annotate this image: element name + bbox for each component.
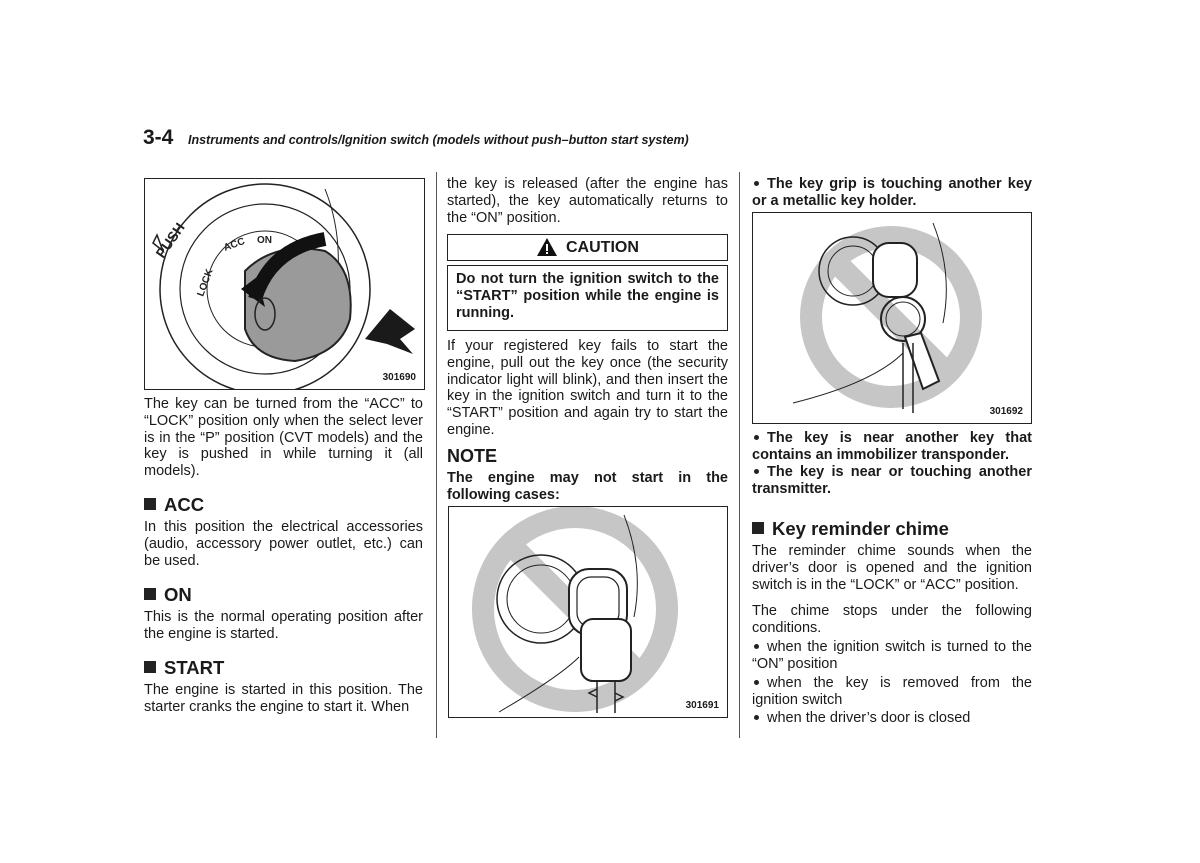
- figure-extra-key: [448, 506, 728, 718]
- figure-code: 301691: [685, 700, 719, 711]
- figure-metal-holder: [752, 212, 1032, 424]
- bullet-dot-icon: [754, 435, 759, 440]
- figure-code: 301690: [382, 372, 416, 383]
- paragraph-on: This is the normal operating position after the engine is started.: [144, 609, 423, 642]
- paragraph-chime-stops: The chime stops under the following conditions.: [752, 603, 1032, 636]
- page-header: [143, 126, 1032, 152]
- svg-text:LOCK: LOCK: [195, 267, 216, 299]
- page-number: 3-4: [143, 126, 174, 149]
- prohibited-key-with-extra-key-illustration: [449, 507, 727, 717]
- svg-text:ON: ON: [257, 235, 272, 246]
- bullet-chime-removed: [752, 675, 1032, 709]
- heading-acc-label: ACC: [164, 494, 205, 515]
- bullet-transmitter-text: The key is near or touching another transmitter.: [752, 464, 1032, 497]
- heading-square-icon: [144, 661, 156, 673]
- bullet-chime-door-text: when the driver’s door is closed: [767, 710, 971, 726]
- bullet-chime-on: [752, 639, 1032, 673]
- bullet-transmitter: [752, 464, 1032, 498]
- paragraph-start: The engine is started in this position. The starter cranks the engine to start it. When: [144, 682, 423, 715]
- caution-text: Do not turn the ignition switch to the “START” position while the engine is running.: [447, 265, 728, 331]
- bullet-key-grip: [752, 176, 1032, 210]
- bullet-transponder-text: The key is near another key that contains an immobilizer transponder.: [752, 430, 1032, 463]
- caution-header: [447, 234, 728, 261]
- bullet-chime-removed-text: when the key is removed from the ignition switch: [752, 675, 1032, 708]
- heading-on-label: ON: [164, 584, 192, 605]
- caution-title: CAUTION: [566, 239, 639, 256]
- warning-triangle-icon: [536, 237, 558, 257]
- bullet-chime-door: [752, 710, 1032, 727]
- heading-start-label: START: [164, 657, 225, 678]
- svg-text:ACC: ACC: [222, 236, 247, 254]
- bullet-dot-icon: [754, 644, 759, 649]
- bullet-transponder: [752, 430, 1032, 464]
- figure-ignition-switch: [144, 178, 425, 390]
- paragraph-continued: the key is released (after the engine has started), the key automatically returns to the “ON” position.: [447, 176, 728, 226]
- heading-on: [144, 584, 192, 606]
- column-divider: [436, 172, 437, 738]
- heading-acc: [144, 494, 204, 516]
- heading-square-icon: [752, 522, 764, 534]
- bullet-dot-icon: [754, 680, 759, 685]
- paragraph-registered-key: If your registered key fails to start the engine, pull out the key once (the security indicator light will blink), and then insert the key in the ignition switch and turn it to the “START” position and again try to start the engine.: [447, 338, 728, 438]
- column-divider: [739, 172, 740, 738]
- heading-start: [144, 657, 224, 679]
- paragraph-key-turn: The key can be turned from the “ACC” to “LOCK” position only when the select lever is in the “P” position (CVT models) and the key is pushed in while turning it (all models).: [144, 396, 423, 480]
- bullet-dot-icon: [754, 715, 759, 720]
- bullet-dot-icon: [754, 181, 759, 186]
- heading-chime-label: Key reminder chime: [772, 518, 949, 539]
- bullet-key-grip-text: The key grip is touching another key or a metallic key holder.: [752, 176, 1032, 209]
- heading-square-icon: [144, 588, 156, 600]
- heading-square-icon: [144, 498, 156, 510]
- figure-code: 301692: [989, 406, 1023, 417]
- heading-note: NOTE: [447, 446, 498, 466]
- prohibited-key-with-metal-holder-illustration: [753, 213, 1031, 423]
- note-intro: The engine may not start in the following cases:: [447, 470, 728, 503]
- ignition-key-push-turn-illustration: [145, 179, 424, 389]
- svg-text:PUSH: PUSH: [152, 219, 188, 261]
- section-title: Instruments and controls/Ignition switch (models without push–button start system): [188, 133, 689, 147]
- paragraph-chime-sounds: The reminder chime sounds when the driver’s door is opened and the ignition switch is in the “LOCK” or “ACC” position.: [752, 543, 1032, 593]
- paragraph-acc: In this position the electrical accessories (audio, accessory power outlet, etc.) can be used.: [144, 519, 423, 569]
- bullet-dot-icon: [754, 469, 759, 474]
- bullet-chime-on-text: when the ignition switch is turned to the “ON” position: [752, 639, 1032, 672]
- heading-key-reminder-chime: [752, 518, 949, 540]
